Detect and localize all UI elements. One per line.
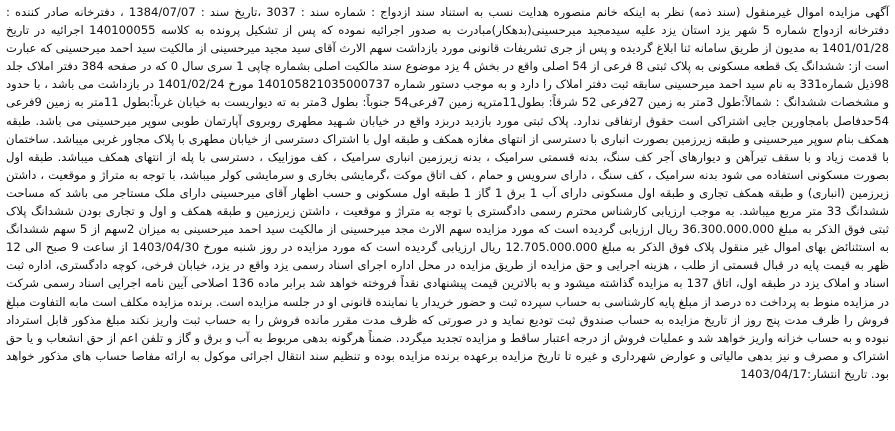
notice-body-text: آگهی مزایده اموال غیرمنقول (سند ذمه) نظر به اینکه خانم منصوره هدایت نسب به استناد سند ازدواج : شماره سند : 3037 ،تاریخ سند : 1384/07/07 ، دفترخانه صادر کننده : دفترخانه ازدواج شماره 5 شهر یزد استان یزد علیه سیدمجید میرحسینی(بدهکار)مبادرت به صدور اجرائیه نموده که پس از تشکیل پرونده به کلاسه 140100055 اجرائیه در تاریخ 1401/01/28 به مدیون از طریق سامانه ثنا ابلاغ گردیده و پس از جری تشریفات قانونی مورد بازداشت سهم الارث آقای سید مجید میرحسینی از مالکیت سید احمد میرحسینی که عبارت است از: ششدانگ یک قطعه مسکونی به پلاک ثبتی 8 فرعی از 54 اصلی واقع در بخش 4 یزد موضوع سند مالکیت اصلی بشماره چاپی 1 سری سال 0 که در صفحه 384 دفتر املاک جلد 98ذیل شماره331 به نام سید احمد میرحسینی سابقه ثبت دفتر املاک را دارد و به موجب دستور شماره 140105821035000737 مورخ 1401/02/24 در بازداشت می باشد ، با حدود و مشخصات ششدانگ : شمالاً:طول 3متر به زمین 27فرعی 52 شرقاً: بطول11مترپه زمین 7فرعی54 جنوباً: بطول 3متر به ته دیواریست به خیابان غرباً:بطول 11متر به زمین 9فرعی 54حدفاصل بامجاورین جایی اشتراکی است حقوق ارتفاقی ندارد. پلاک ثبتی مورد بازدید دربزد واقع در خیابان شـهید مطهری روبروی آپارتمان طوبی سوپر میرحسینی می باشد. طبقه همکف بنام سوپر میرحسینی و طبقه زیرزمین بصورت انباری با دسترسی از انتهای مغازه همکف و طبقه اول با اشتراک دسترسی از خیابان مطهری با پلاک مجاور غربی میباشد. ساختمان با قدمت زیاد و با سقف تیرآهن و دیوارهای آجر کف سنگ، بدنه قسمتی سرامیک ، بدنه زیرزمین انباری سرامیک ، کف موزاییک ، دسترسی با پله از انتهای همکف میباشد. طبقه اول بصورت مسکونی استفاده می شود بدنه سرامیک ، کف سنگ ، دارای سرویس و حمام ، کف اتاق موکت ،گرمایشی بخاری و سرمایشی کولر میباشد، با توجه به متراژ و موقعیت ، داشتن زیرزمین (انباری) و طبقه همکف تجاری و طبقه اول مسکونی دارای آب 1 برق 1 گاز 1 طبقه اول مسکونی و حسب اظهار آقای میرحسینی دارای ملک مستاجر می باشد که مساحت ششدانگ 33 متر مربع میباشد. به موجب ارزیابی کارشناس محترم رسمی دادگستری با توجه به متراژ و موقعیت ، داشتن زیرزمین و طبقه همکف و اول و تجاری بودن ششدانگ پلاک ثبتی فوق الذکر به مبلغ 36.300.000.000 ریال ارزیابی گردیده است که مورد مزایده سهم الارث مجد میرحسینی از مالکیت سید احمد میرحسینی به میزان 2سهم از 5 سهم ششدانگ به استثنائض بهای اموال غیر منقول پلاک فوق الذکر به مبلغ 12.705.000.000 ریال ارزیابی گردیده است که مورد مزایده در روز شنبه مورخ 1403/04/30 از ساعت 9 صبح الی 12 ظهر به قیمت پایه در قبال قسمتی از طلب ، هزینه اجرایی و حق مزایده از طریق مزایده در محل اداره اجرای اسناد رسمی یزد واقع در یزد، خیابان فرخی، کوچه دادگستری، اداره ثبت اسناد و املاک یزد در طبقه اول، اتاق 137 به مزایده گذاشته میشود و به بالاترین قیمت پیشنهادی نقداً فروخته خواهد شد برابر ماده 136 اصلاحی آیین نامه اجرایی اسناد رسمی شرکت در مزایده منوط به پرداخت ده درصد از مبلغ پایه کارشناسی به حساب سپرده ثبت و حضور خریدار یا نماینده قانونی او در جلسه مزایده است. برنده مزایده مکلف است مابه التفاوت مبلغ فروش را ظرف مدت پنج روز از تاریخ مزایده به حساب صندوق ثبت تودیع نماید و در صورتی که ظرف مدت مقرر مانده فروش را به حساب ثبت واریز نکند مبلغ مذکور قابل استرداد نبوده و به حساب خزانه واریز خواهد شد و عملیات فروش از درجه اعتبار ساقط و مزایده تجدید میگردد. ضمناً هرگونه بدهی مربوط به آب و برق و گاز و تلفن اعم از حق انشعاب و یا حق اشتراک و مصرف و نیز بدهی مالیاتی و عوارض شهرداری و غیره تا تاریخ مزایده برعهده برنده مزایده بوده و تنظیم سند انتقال اجرائی موکول به ارائه مفاصا حساب های مذکور خواهد بود. تاریخ انتشار:1403/04/17 [6, 5, 890, 381]
